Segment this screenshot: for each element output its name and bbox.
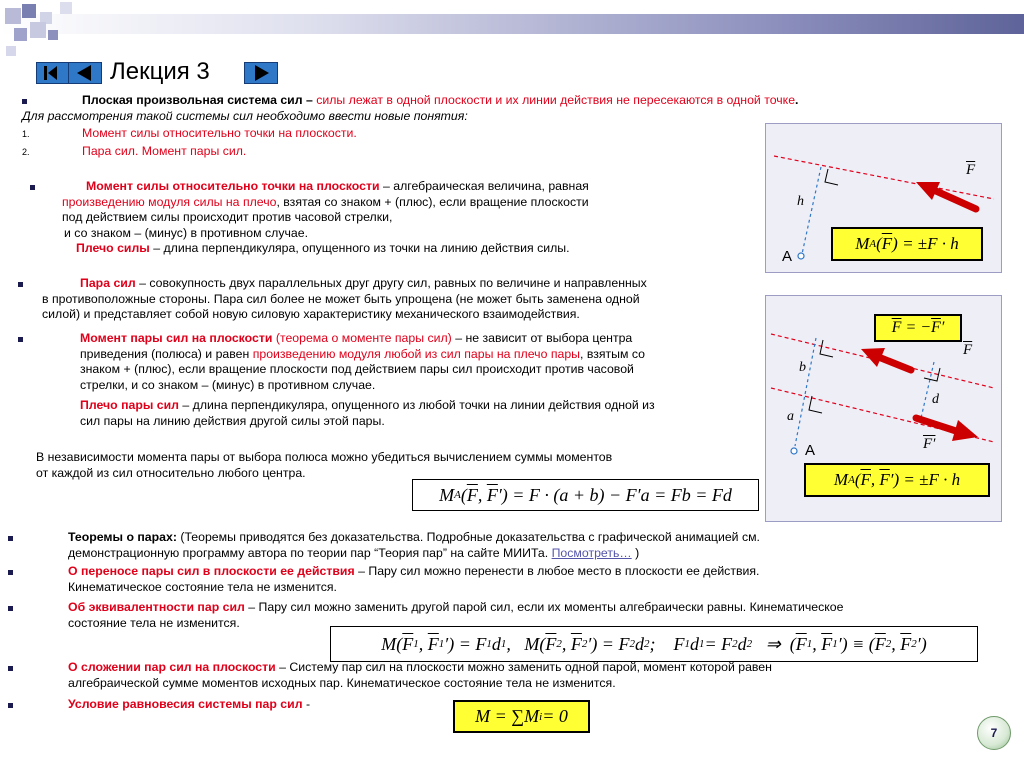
a-label: a bbox=[787, 409, 794, 424]
b-label: b bbox=[799, 360, 806, 375]
moment-definition: Момент силы относительно точки на плоскости – алгебраическая величина, равная произведению модуля силы на плечо, взятая со знаком + (плюс), если вращение плоскости под действием силы происходит против часовой стрелки, и со знаком – (минус) в противном случае. Плечо силы – длина перпендикуляра, опущенного из точки на линию действия силы. bbox=[62, 179, 589, 256]
bullet bbox=[8, 570, 13, 575]
diagram-moment-panel bbox=[765, 123, 1002, 273]
list-item: Момент силы относительно точки на плоскости. bbox=[82, 126, 357, 140]
view-link[interactable]: Посмотреть… bbox=[551, 545, 632, 560]
page-title: Лекция 3 bbox=[110, 58, 210, 85]
bullet bbox=[18, 282, 23, 287]
couple-equality-formula: $\overline{F}$ = − $\overline{F}$ ′ bbox=[874, 314, 962, 342]
intro-note: Для рассмотрения такой системы сил необходимо ввести новые понятия: bbox=[22, 109, 468, 123]
force-prime-label: F′ bbox=[923, 436, 936, 452]
bullet bbox=[8, 606, 13, 611]
couple-moment-formula: M A ( $\overline{F}$ , $\overline{F}$ ′) = ±F · h bbox=[804, 463, 990, 497]
point-label: A bbox=[805, 442, 816, 459]
transfer-theorem: О переносе пары сил в плоскости ее действия – Пару сил можно перенести в любое место в плоскости ее действия. Кинематическое состояние тела не изменится. bbox=[68, 564, 760, 594]
independence-text: В независимости момента пары от выбора полюса можно убедиться вычислением суммы моментов от каждой из сил относительно любого центра. bbox=[36, 450, 613, 480]
bullet bbox=[18, 337, 23, 342]
force-label: $\overline{F}$ bbox=[963, 342, 973, 358]
list-item: Пара сил. Момент пары сил. bbox=[82, 144, 247, 158]
next-slide-icon bbox=[245, 63, 277, 83]
first-slide-icon bbox=[37, 63, 69, 83]
header-squares bbox=[0, 0, 90, 70]
page-number: 7 bbox=[990, 726, 998, 740]
arm-label: h bbox=[797, 194, 804, 209]
equivalence-theorem: Об эквивалентности пар сил – Пару сил можно заменить другой парой сил, если их моменты алгебраически равны. Кинематическое состояние тела не изменится. bbox=[68, 600, 844, 630]
previous-slide-button[interactable] bbox=[68, 62, 102, 84]
bullet bbox=[8, 703, 13, 708]
header-bar bbox=[0, 14, 1024, 34]
equivalence-formula: M( $\overline{F}$ 1 , $\overline{F}$ 1 ′) = F 1 d 1 , M( $\overline{F}$ 2 , $\overline{F}$ 2 ′) = F 2 d 2 ; F 1 d 1 = F 2 d 2 ⇒ ( $\overline{F}$ 1 , $\overline{F}$ 1 ′) ≡ ( $\overline{F}$ 2 , $\overline{F}$ 2 ′) bbox=[330, 626, 978, 662]
bullet bbox=[22, 99, 27, 104]
force-label: $\overline{F}$ bbox=[966, 162, 976, 178]
couple-definition: Пара сил – совокупность двух параллельных друг другу сил, равных по величине и направленных в противоположные стороны. Пара сил более не может быть упрощена (не может быть заменена одной силой) и представляет собой новую силовую характеристику механического взаимодействия. bbox=[42, 276, 647, 322]
page-number-badge bbox=[977, 716, 1011, 750]
sum-moments-formula: M A ( $\overline{F}$ , $\overline{F}$ ′) = F · (a + b) − F′a = Fb = Fd bbox=[412, 479, 759, 511]
moment-formula: M A ( $\overline{F}$ ) = ±F · h bbox=[831, 227, 983, 261]
equilibrium-formula: M = ∑M i = 0 bbox=[453, 700, 590, 733]
first-slide-button[interactable] bbox=[36, 62, 70, 84]
theorems-intro: Теоремы о парах: (Теоремы приводятся без доказательства. Подробные доказательства с графической анимацией см. демонстрационную программу автора по теории пар “Теория пар” на сайте МИИТа. Посмотреть… ) bbox=[68, 530, 760, 560]
point-label: A bbox=[782, 248, 793, 265]
couple-moment-definition: Момент пары сил на плоскости (теорема о моменте пары сил) – не зависит от выбора центра приведения (полюса) и равен произведению модуля любой из сил пары на плечо пары, взятым со знаком + (плюс), если вращение плоскости под действием пары сил происходит против часовой стрелки, и со знаком – (минус) в противном случае. Плечо пары сил – длина перпендикуляра, опущенного из любой точки на линии действия одной из сил пары на линию действия другой силы этой пары. bbox=[80, 331, 655, 428]
bullet bbox=[8, 536, 13, 541]
addition-theorem: О сложении пар сил на плоскости – Систему пар сил на плоскости можно заменить одной парой, момент которой равен алгебраической сумме моментов исходных пар. Кинематическое состояние тела не изменится. bbox=[68, 660, 772, 690]
next-slide-button[interactable] bbox=[244, 62, 278, 84]
intro-line: Плоская произвольная система сил – силы лежат в одной плоскости и их линии действия не пересекаются в одной точке. bbox=[82, 93, 799, 107]
bullet bbox=[8, 666, 13, 671]
d-label: d bbox=[932, 392, 939, 407]
bullet bbox=[30, 185, 35, 190]
intro-list: 1. Момент силы относительно точки на плоскости. 2. Пара сил. Момент пары сил. bbox=[22, 126, 357, 158]
previous-slide-icon bbox=[69, 63, 101, 83]
diagram-couple-panel bbox=[765, 295, 1002, 522]
equilibrium-condition: Условие равновесия системы пар сил - bbox=[68, 697, 311, 711]
